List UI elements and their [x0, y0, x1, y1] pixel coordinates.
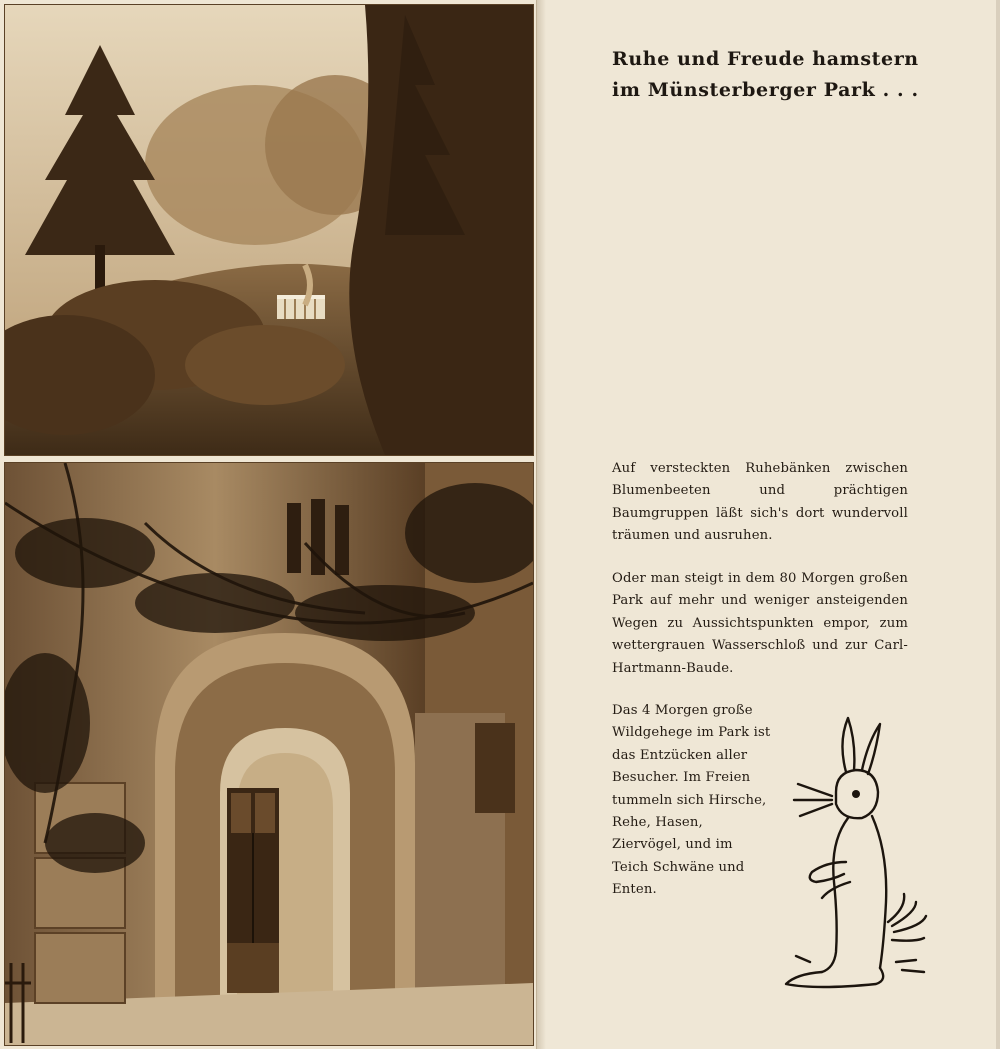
headline — [612, 44, 922, 106]
page-fold — [536, 0, 546, 1049]
paragraph-benches: Auf versteckten Ruhebänken zwischen Blumenbeeten und prächtigen Baumgruppen läßt sich's dort wundervoll träumen und ausruhen. — [612, 461, 908, 544]
rabbit-illustration — [776, 712, 936, 1002]
paragraph-park-walks: Oder man steigt in dem 80 Morgen großen Park auf mehr und weniger ansteigenden Wegen zu Aussichtspunkten empor, zum wettergrauen Wasserschloß und zur Carl-Hartmann-Baude. — [612, 571, 908, 676]
park-landscape-photo — [4, 4, 534, 456]
headline-line-1: Ruhe und Freude hamstern — [612, 48, 919, 70]
paper-edge — [996, 0, 1000, 1049]
stone-gateway-photo — [4, 462, 534, 1046]
headline-line-2: im Münsterberger Park . . . — [612, 79, 919, 101]
paragraph-game-enclosure: Das 4 Morgen große Wildgehege im Park ist das Entzücken aller Besucher. Im Freien tummeln sich Hirsche, Rehe, Hasen, Ziervögel, und im Teich Schwäne und Enten. — [612, 703, 771, 898]
